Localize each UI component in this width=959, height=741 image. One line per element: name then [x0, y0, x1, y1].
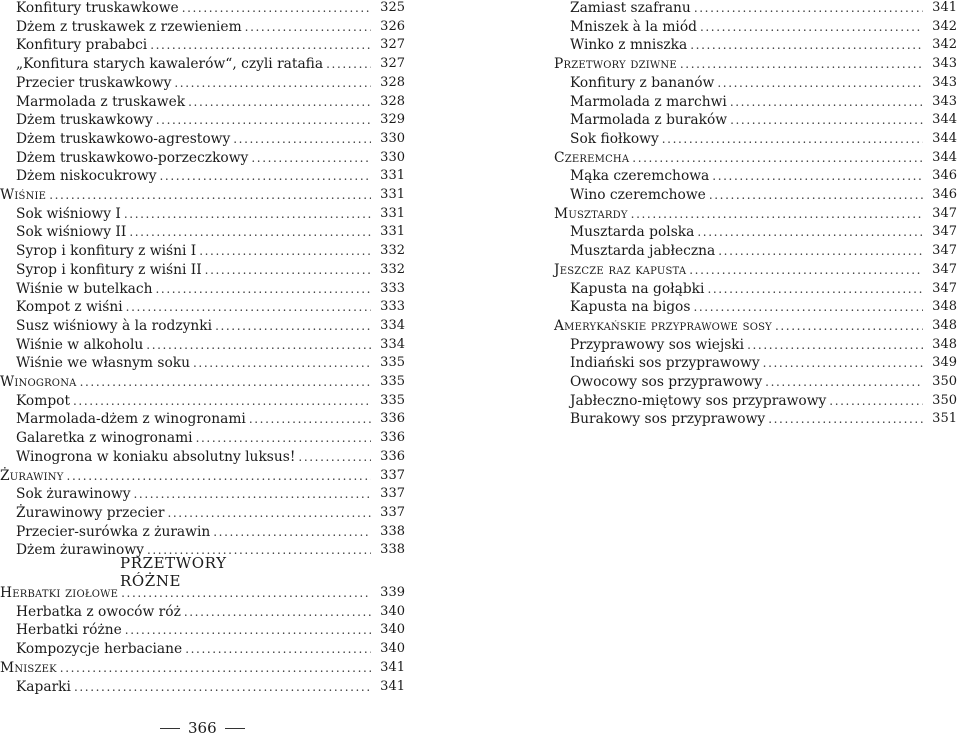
footer-rule-right: [225, 728, 245, 729]
toc-entry-page: 335: [380, 355, 405, 371]
toc-entry-page: 331: [380, 187, 405, 202]
toc-entry-title: Jeszcze raz kapusta: [554, 261, 687, 278]
toc-entry-page: 342: [932, 37, 957, 53]
toc-entry-title: Wiśnie: [0, 187, 47, 203]
dot-leader: [298, 449, 371, 465]
dot-leader: [193, 355, 371, 371]
toc-entry-page: 329: [380, 112, 405, 128]
toc-entry: [0, 482, 405, 502]
toc-entry: [0, 127, 405, 147]
toc-entry-page: 343: [932, 93, 957, 109]
toc-entry-page: 325: [380, 0, 405, 15]
dot-leader: [326, 56, 371, 72]
toc-entry: [554, 0, 957, 16]
page-footer: [160, 719, 245, 737]
toc-entry-page: 348: [932, 317, 957, 333]
toc-entry-page: 347: [932, 224, 957, 240]
dot-leader: [690, 37, 923, 53]
toc-entry: [0, 675, 405, 695]
toc-entry-page: 344: [932, 112, 957, 128]
toc-entry-title: Kapusta na bigos: [570, 299, 691, 316]
toc-entry-page: 337: [380, 504, 405, 520]
toc-entry: [554, 183, 957, 203]
toc-entry-page: 334: [380, 317, 405, 333]
dot-leader: [185, 641, 371, 657]
toc-entry-title: Indiański sos przyprawowy: [570, 355, 760, 372]
toc-entry: [0, 314, 405, 334]
toc-entry-title: Mniszek à la miód: [570, 18, 697, 35]
toc-entry-title: Syrop i konfitury z wiśni I: [16, 243, 197, 260]
toc-entry: [0, 33, 405, 53]
dot-leader: [60, 660, 371, 676]
dot-leader: [126, 299, 371, 315]
dot-leader: [718, 243, 923, 259]
toc-entry-page: 350: [932, 392, 957, 408]
toc-entry-page: 341: [932, 0, 957, 15]
toc-entry: [0, 52, 405, 72]
toc-section-heading: [554, 314, 957, 334]
dot-leader: [213, 524, 371, 540]
toc-entry-page: 340: [380, 641, 405, 657]
toc-entry: [0, 295, 405, 315]
dot-leader: [184, 604, 371, 620]
toc-entry: [554, 127, 957, 147]
toc-entry-page: 337: [380, 486, 405, 502]
toc-entry: [0, 426, 405, 446]
toc-entry-page: 347: [932, 205, 957, 221]
toc-entry: [0, 407, 405, 427]
dot-leader: [707, 281, 923, 297]
toc-entry: [0, 389, 405, 409]
dot-leader: [74, 679, 371, 695]
toc-entry: [0, 164, 405, 184]
toc-entry-page: 339: [380, 585, 405, 600]
dot-leader: [129, 224, 371, 240]
toc-entry-title: Czeremcha: [554, 149, 630, 166]
toc-entry-title: Wiśnie w alkoholu: [16, 336, 144, 353]
toc-entry: [554, 108, 957, 128]
toc-entry: [554, 295, 957, 315]
toc-entry-title: Konfitury z bananów: [570, 74, 715, 91]
dot-leader: [150, 37, 371, 53]
toc-entry-title: Herbatki ziołowe: [0, 585, 119, 601]
toc-entry: [0, 618, 405, 638]
toc-entry-title: Kapusta na gołąbki: [570, 280, 705, 297]
toc-entry-title: Kompot z wiśni: [16, 299, 123, 316]
toc-section-heading: [554, 202, 957, 222]
toc-entry-title: Mniszek: [0, 659, 57, 676]
toc-entry-title: Sok wiśniowy II: [16, 224, 127, 241]
toc-entry-title: Przyprawowy sos wiejski: [570, 336, 745, 353]
toc-entry-title: Marmolada z marchwi: [570, 93, 727, 110]
dot-leader: [199, 243, 371, 259]
toc-entry-title: Mąka czeremchowa: [570, 168, 710, 185]
dot-leader: [174, 75, 371, 91]
toc-entry-page: 346: [932, 187, 957, 202]
dot-leader: [156, 281, 371, 297]
dot-leader: [763, 355, 923, 371]
footer-rule-left: [160, 728, 180, 729]
toc-entry: [554, 370, 957, 390]
toc-entry-title: Winogrona w koniaku absolutny luksus!: [16, 448, 296, 465]
toc-entry-page: 331: [380, 168, 405, 184]
toc-entry-page: 335: [380, 374, 405, 389]
toc-entry-title: Susz wiśniowy à la rodzynki: [16, 317, 213, 334]
toc-entry-page: 337: [380, 467, 405, 483]
dot-leader: [121, 585, 371, 601]
toc-entry-title: Sok fiołkowy: [570, 130, 659, 147]
toc-entry-page: 335: [380, 392, 405, 408]
dot-leader: [730, 112, 923, 128]
toc-entry-title: Marmolada z truskawek: [16, 93, 186, 110]
toc-entry: [0, 277, 405, 297]
toc-section-heading: [554, 52, 957, 72]
toc-entry: [554, 71, 957, 91]
toc-entry-title: Marmolada z buraków: [570, 112, 728, 129]
dot-leader: [124, 206, 371, 222]
toc-entry-title: Winko z mniszka: [570, 37, 688, 54]
toc-entry-title: Przetwory dziwne: [554, 56, 677, 73]
dot-leader: [67, 468, 371, 484]
toc-entry-page: 328: [380, 93, 405, 109]
toc-entry-title: Wino czeremchowe: [570, 187, 706, 203]
toc-entry: [554, 220, 957, 240]
toc-entry-page: 341: [380, 678, 405, 694]
toc-section-heading: [0, 581, 405, 601]
dot-leader: [215, 318, 371, 334]
toc-entry-page: 344: [932, 149, 957, 165]
toc-entry-title: Wiśnie we własnym soku: [16, 355, 191, 372]
toc-entry: [0, 202, 405, 222]
dot-leader: [205, 262, 371, 278]
toc-entry-title: Żurawinowy przecier: [16, 504, 165, 521]
toc-entry-title: Przecier truskawkowy: [16, 74, 172, 91]
toc-section-heading: [554, 146, 957, 166]
toc-entry-page: 350: [932, 374, 957, 389]
toc-entry-title: Zamiast szafranu: [570, 0, 691, 16]
dot-leader: [146, 337, 371, 353]
toc-entry-page: 351: [932, 411, 957, 427]
toc-entry-title: Owocowy sos przyprawowy: [570, 374, 763, 390]
toc-entry-title: Burakowy sos przyprawowy: [570, 411, 766, 428]
toc-entry: [0, 445, 405, 465]
toc-entry-page: 349: [932, 355, 957, 371]
dot-leader: [829, 393, 923, 409]
toc-entry: [0, 71, 405, 91]
toc-entry-page: 343: [932, 74, 957, 90]
dot-leader: [712, 168, 923, 184]
toc-entry-title: Herbatka z owoców róż: [16, 603, 181, 620]
dot-leader: [632, 150, 923, 166]
dot-leader: [73, 393, 371, 409]
toc-entry-page: 331: [380, 224, 405, 240]
dot-leader: [125, 622, 371, 638]
toc-entry-page: 331: [380, 205, 405, 221]
toc-entry: [0, 239, 405, 259]
toc-entry-title: Winogrona: [0, 374, 77, 390]
page-number: 366: [188, 719, 217, 737]
toc-entry-title: Konfitury truskawkowe: [16, 0, 179, 16]
toc-entry: [0, 351, 405, 371]
dot-leader: [765, 374, 923, 390]
toc-entry-title: Musztarda jabłeczna: [570, 243, 716, 260]
toc-entry: [554, 407, 957, 427]
toc-entry-page: 348: [932, 336, 957, 352]
toc-entry-title: Syrop i konfitury z wiśni II: [16, 261, 202, 278]
toc-entry-title: Dżem z truskawek z rzewieniem: [16, 18, 242, 35]
dot-leader: [730, 94, 923, 110]
toc-entry-title: Dżem żurawinowy: [16, 542, 144, 559]
toc-entry-page: 336: [380, 448, 405, 464]
dot-leader: [49, 187, 371, 203]
toc-entry: [554, 277, 957, 297]
toc-entry: [0, 520, 405, 540]
toc-entry-title: Marmolada-dżem z winogronami: [16, 411, 246, 428]
dot-leader: [697, 224, 923, 240]
toc-entry-page: 340: [380, 603, 405, 619]
toc-section-heading: [0, 370, 405, 390]
toc-entry-title: Kompozycje herbaciane: [16, 641, 183, 658]
dot-leader: [689, 262, 923, 278]
toc-entry-page: 333: [380, 280, 405, 296]
toc-entry-page: 346: [932, 168, 957, 184]
toc-entry-page: 343: [932, 56, 957, 72]
toc-entry-title: Dżem niskocukrowy: [16, 168, 157, 185]
dot-leader: [196, 430, 371, 446]
dot-leader: [709, 187, 923, 203]
toc-entry-page: 332: [380, 243, 405, 259]
toc-entry: [0, 637, 405, 657]
toc-entry-title: Sok wiśniowy I: [16, 205, 121, 222]
toc-entry-title: Dżem truskawkowo-porzeczkowy: [16, 149, 249, 166]
toc-entry-title: Przecier-surówka z żurawin: [16, 523, 211, 540]
toc-entry: [0, 600, 405, 620]
dot-leader: [249, 411, 371, 427]
toc-entry-page: 344: [932, 130, 957, 146]
toc-entry: [0, 108, 405, 128]
toc-entry-title: Wiśnie w butelkach: [16, 280, 153, 297]
toc-entry: [554, 351, 957, 371]
toc-entry-page: 347: [932, 280, 957, 296]
dot-leader: [717, 75, 923, 91]
toc-entry-page: 336: [380, 411, 405, 427]
toc-entry: [0, 15, 405, 35]
toc-entry-title: Amerykańskie przyprawowe sosy: [554, 317, 772, 334]
toc-entry: [554, 389, 957, 409]
toc-entry-page: 347: [932, 261, 957, 277]
toc-entry: [0, 333, 405, 353]
toc-entry-title: Dżem truskawkowy: [16, 112, 153, 129]
toc-entry-title: „Konfitura starych kawalerów“, czyli ratafia: [16, 56, 324, 73]
toc-entry: [554, 333, 957, 353]
toc-entry-title: Kompot: [16, 392, 71, 409]
toc-entry: [554, 33, 957, 53]
toc-entry-page: 328: [380, 74, 405, 90]
toc-entry-page: 333: [380, 299, 405, 315]
dot-leader: [680, 56, 923, 72]
toc-entry-page: 330: [380, 130, 405, 146]
toc-entry: [0, 501, 405, 521]
toc-entry-page: 347: [932, 243, 957, 259]
toc-entry-page: 338: [380, 523, 405, 539]
toc-entry-page: 342: [932, 18, 957, 34]
dot-leader: [631, 206, 923, 222]
toc-entry-page: 332: [380, 261, 405, 277]
toc-section-heading: [554, 258, 957, 278]
toc-entry: [554, 15, 957, 35]
toc-entry: [0, 258, 405, 278]
toc-entry-page: 327: [380, 56, 405, 72]
dot-leader: [167, 505, 371, 521]
toc-entry: [554, 90, 957, 110]
dot-leader: [747, 337, 923, 353]
toc-entry-page: 336: [380, 430, 405, 446]
toc-entry-page: 340: [380, 622, 405, 638]
dot-leader: [768, 411, 923, 427]
dot-leader: [134, 486, 372, 502]
dot-leader: [160, 168, 372, 184]
dot-leader: [188, 94, 371, 110]
dot-leader: [694, 0, 923, 16]
toc-entry-page: 330: [380, 149, 405, 165]
toc-entry-page: 348: [932, 299, 957, 315]
toc-entry-title: Dżem truskawkowo-agrestowy: [16, 130, 231, 147]
toc-entry-title: Jabłeczno-miętowy sos przyprawowy: [570, 392, 827, 409]
section-title: PRZETWORY RÓŻNE: [120, 554, 227, 590]
toc-entry: [0, 146, 405, 166]
dot-leader: [693, 299, 923, 315]
dot-leader: [182, 0, 371, 16]
toc-entry-page: 326: [380, 18, 405, 34]
toc-entry: [0, 90, 405, 110]
toc-entry-title: Kaparki: [16, 678, 71, 695]
toc-entry-title: Sok żurawinowy: [16, 486, 131, 503]
toc-entry-title: Herbatki różne: [16, 622, 122, 639]
dot-leader: [251, 150, 371, 166]
toc-entry: [554, 164, 957, 184]
toc-entry-title: Galaretka z winogronami: [16, 430, 193, 447]
toc-entry: [0, 220, 405, 240]
toc-entry-title: Musztarda polska: [570, 224, 695, 241]
toc-entry-page: 338: [380, 542, 405, 558]
toc-entry-page: 341: [380, 659, 405, 675]
dot-leader: [662, 131, 923, 147]
toc-entry-page: 327: [380, 37, 405, 53]
toc-entry-title: Żurawiny: [0, 467, 64, 484]
toc-entry-page: 334: [380, 336, 405, 352]
toc-section-heading: [0, 183, 405, 203]
toc-section-heading: [0, 464, 405, 484]
toc-entry-title: Musztardy: [554, 205, 628, 222]
dot-leader: [80, 374, 371, 390]
toc-entry: [0, 0, 405, 16]
dot-leader: [245, 19, 371, 35]
dot-leader: [233, 131, 371, 147]
toc-entry: [554, 239, 957, 259]
toc-section-heading: [0, 656, 405, 676]
dot-leader: [700, 19, 923, 35]
dot-leader: [156, 112, 371, 128]
dot-leader: [775, 318, 923, 334]
toc-entry-title: Konfitury prababci: [16, 37, 148, 54]
